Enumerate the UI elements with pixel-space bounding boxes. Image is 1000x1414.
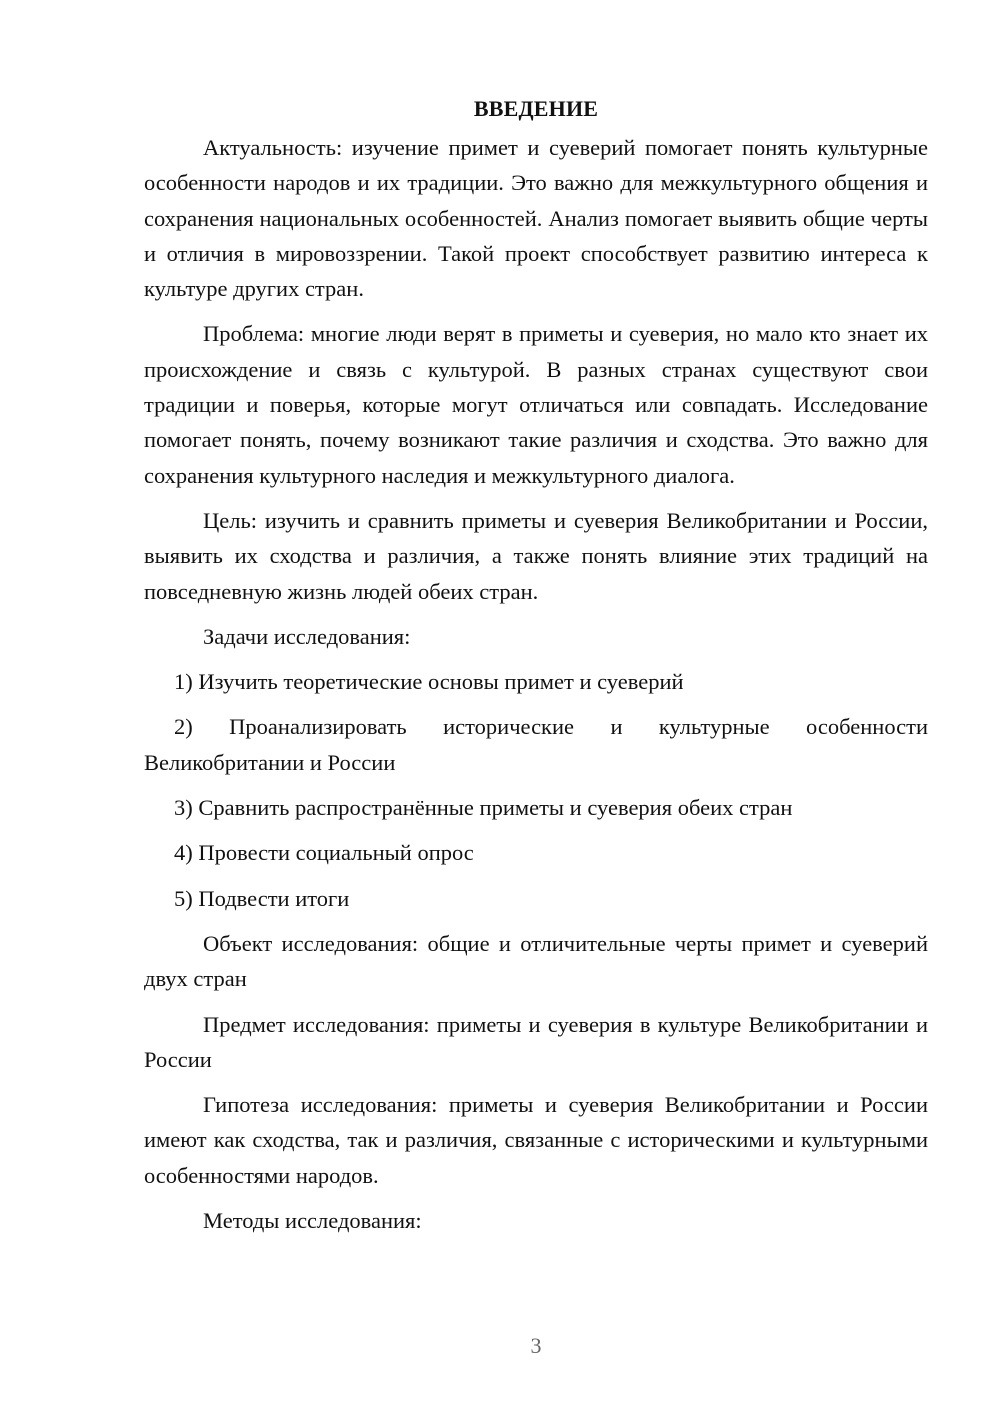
paragraph-relevance: Актуальность: изучение примет и суеверий помогает понять культурные особенности народов и их традиции. Это важно для межкультурного общения и сохранения национальных особенностей. Анализ помогает выявить общие черты и отличия в мировоззрении. Такой проект способствует развитию интереса к культуре других стран. [144, 135, 928, 302]
page-number: 3 [530, 1333, 542, 1358]
task-item-4: 4) Провести социальный опрос [174, 840, 474, 866]
paragraph-tasks-heading: Задачи исследования: [203, 623, 411, 649]
paragraph-problem: Проблема: многие люди верят в приметы и суеверия, но мало кто знает их происхождение и связь с культурой. В разных странах существуют свои традиции и поверья, которые могут отличаться или совпадать. Исследование помогает понять, почему возникают такие различия и сходства. Это важно для сохранения культурного наследия и межкультурного диалога. [144, 321, 928, 488]
paragraph-goal: Цель: изучить и сравнить приметы и суеверия Великобритании и России, выявить их сходства и различия, а также понять влияние этих традиций на повседневную жизнь людей обеих стран. [144, 507, 928, 604]
paragraph-methods-heading: Методы исследования: [203, 1208, 422, 1234]
task-item-1: 1) Изучить теоретические основы примет и суеверий [174, 669, 684, 695]
paragraph-subject: Предмет исследования: приметы и суеверия в культуре Великобритании и России [144, 1011, 928, 1072]
task-item-5: 5) Подвести итоги [174, 885, 350, 911]
paragraph-hypothesis: Гипотеза исследования: приметы и суеверия Великобритании и России имеют как сходства, так и различия, связанные с историческими и культурными особенностями народов. [144, 1092, 928, 1188]
page-content [144, 94, 928, 1248]
task-item-2: 2) Проанализировать исторические и культурные особенности Великобритании и России [144, 714, 928, 775]
page-title: ВВЕДЕНИЕ [473, 96, 599, 121]
paragraph-object: Объект исследования: общие и отличительные черты примет и суеверий двух стран [144, 930, 928, 992]
task-item-3: 3) Сравнить распространённые приметы и суеверия обеих стран [174, 795, 793, 821]
